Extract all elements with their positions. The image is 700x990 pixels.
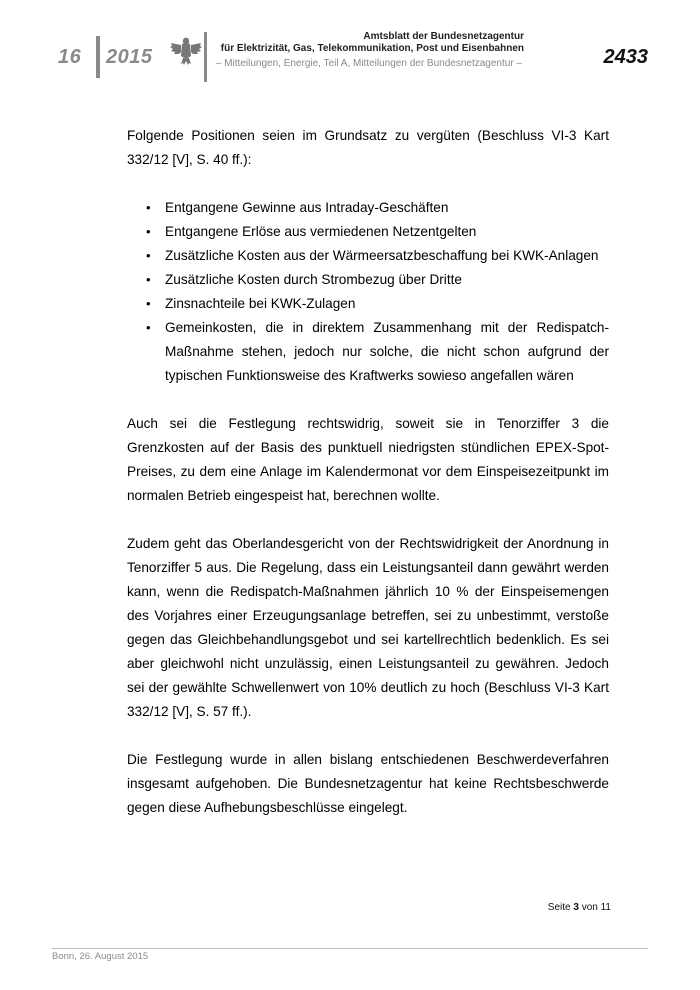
list-item-text: Gemeinkosten, die in direktem Zusammenhang mit der Redispatch-Maßnahme stehen, jedoch nur solche, die nicht schon aufgrund der typischen Funktionsweise des Kraftwerks sowieso angefallen wären: [165, 320, 609, 383]
list-item: [127, 220, 609, 244]
list-item: [127, 268, 609, 292]
bullet-icon: •: [146, 272, 151, 287]
bullet-icon: •: [146, 224, 151, 239]
header-divider: [96, 36, 100, 78]
list-item: [127, 244, 609, 268]
list-item-text: Entgangene Gewinne aus Intraday-Geschäften: [165, 200, 449, 215]
emblem-bar: [204, 32, 207, 82]
body-paragraph-1: Auch sei die Festlegung rechtswidrig, soweit sie in Tenorziffer 3 die Grenzkosten auf der Basis des punktuell niedrigsten stündlichen EPEX-Spot-Preises, zu dem eine Anlage im Kalendermonat vor dem Einspeisezeitpunkt im normalen Betrieb eingespeist hat, berechnen wollte.: [127, 416, 609, 503]
list-item: [127, 292, 609, 316]
page-separator: von: [581, 902, 598, 913]
issue-year: 2015: [106, 46, 153, 68]
gazette-title-line2: für Elektrizität, Gas, Telekommunikation, Post und Eisenbahnen: [220, 43, 524, 54]
page-prefix: Seite: [547, 902, 571, 913]
document-body: [127, 124, 609, 820]
list-item-text: Zusätzliche Kosten durch Strombezug über Dritte: [165, 272, 462, 287]
intro-paragraph: Folgende Positionen seien im Grundsatz zu vergüten (Beschluss VI-3 Kart 332/12 [V], S. 40 ff.):: [127, 128, 609, 167]
gazette-page-number: 2433: [603, 46, 648, 68]
bullet-icon: •: [146, 248, 151, 263]
gazette-title: [212, 31, 524, 55]
list-item-text: Zusätzliche Kosten aus der Wärmeersatzbeschaffung bei KWK-Anlagen: [165, 248, 599, 263]
body-paragraph-2: Zudem geht das Oberlandesgericht von der Rechtswidrigkeit der Anordnung in Tenorziffer 5 aus. Die Regelung, dass ein Leistungsanteil dann gewährt werden kann, wenn die Redispatch-Maßnahmen jährlich 10 % der Einspeisemengen des Vorjahres einer Erzeugungsanlage betreffen, sei zu unbestimmt, verstoße gegen das Gleichbehandlungsgebot und sei kartellrechtlich bedenklich. Es sei aber gleichwohl nicht unzulässig, einen Leistungsanteil zu gewähren. Jedoch sei der gewählte Schwellenwert von 10% deutlich zu hoch (Beschluss VI-3 Kart 332/12 [V], S. 57 ff.).: [127, 536, 609, 719]
footer-divider: [52, 948, 648, 949]
gazette-subtitle: – Mitteilungen, Energie, Teil A, Mitteilungen der Bundesnetzagentur –: [215, 58, 522, 69]
list-item-text: Zinsnachteile bei KWK-Zulagen: [165, 296, 356, 311]
body-paragraph-3: Die Festlegung wurde in allen bislang entschiedenen Beschwerdeverfahren insgesamt aufgehoben. Die Bundesnetzagentur hat keine Rechtsbeschwerde gegen diese Aufhebungsbeschlüsse eingelegt.: [127, 752, 609, 815]
bullet-icon: •: [146, 320, 151, 335]
gazette-title-line1: Amtsblatt der Bundesnetzagentur: [363, 31, 524, 42]
bullet-icon: •: [146, 296, 151, 311]
issue-number: 16: [58, 46, 82, 68]
page-indicator: [548, 902, 611, 913]
footer-date: Bonn, 26. August 2015: [52, 951, 149, 962]
positions-list: [127, 196, 609, 388]
page-total: 11: [600, 902, 611, 913]
page-current: 3: [573, 902, 579, 913]
federal-eagle-icon: [168, 32, 204, 68]
list-item: [127, 196, 609, 220]
bullet-icon: •: [146, 200, 151, 215]
list-item-text: Entgangene Erlöse aus vermiedenen Netzentgelten: [165, 224, 477, 239]
list-item: [127, 316, 609, 388]
